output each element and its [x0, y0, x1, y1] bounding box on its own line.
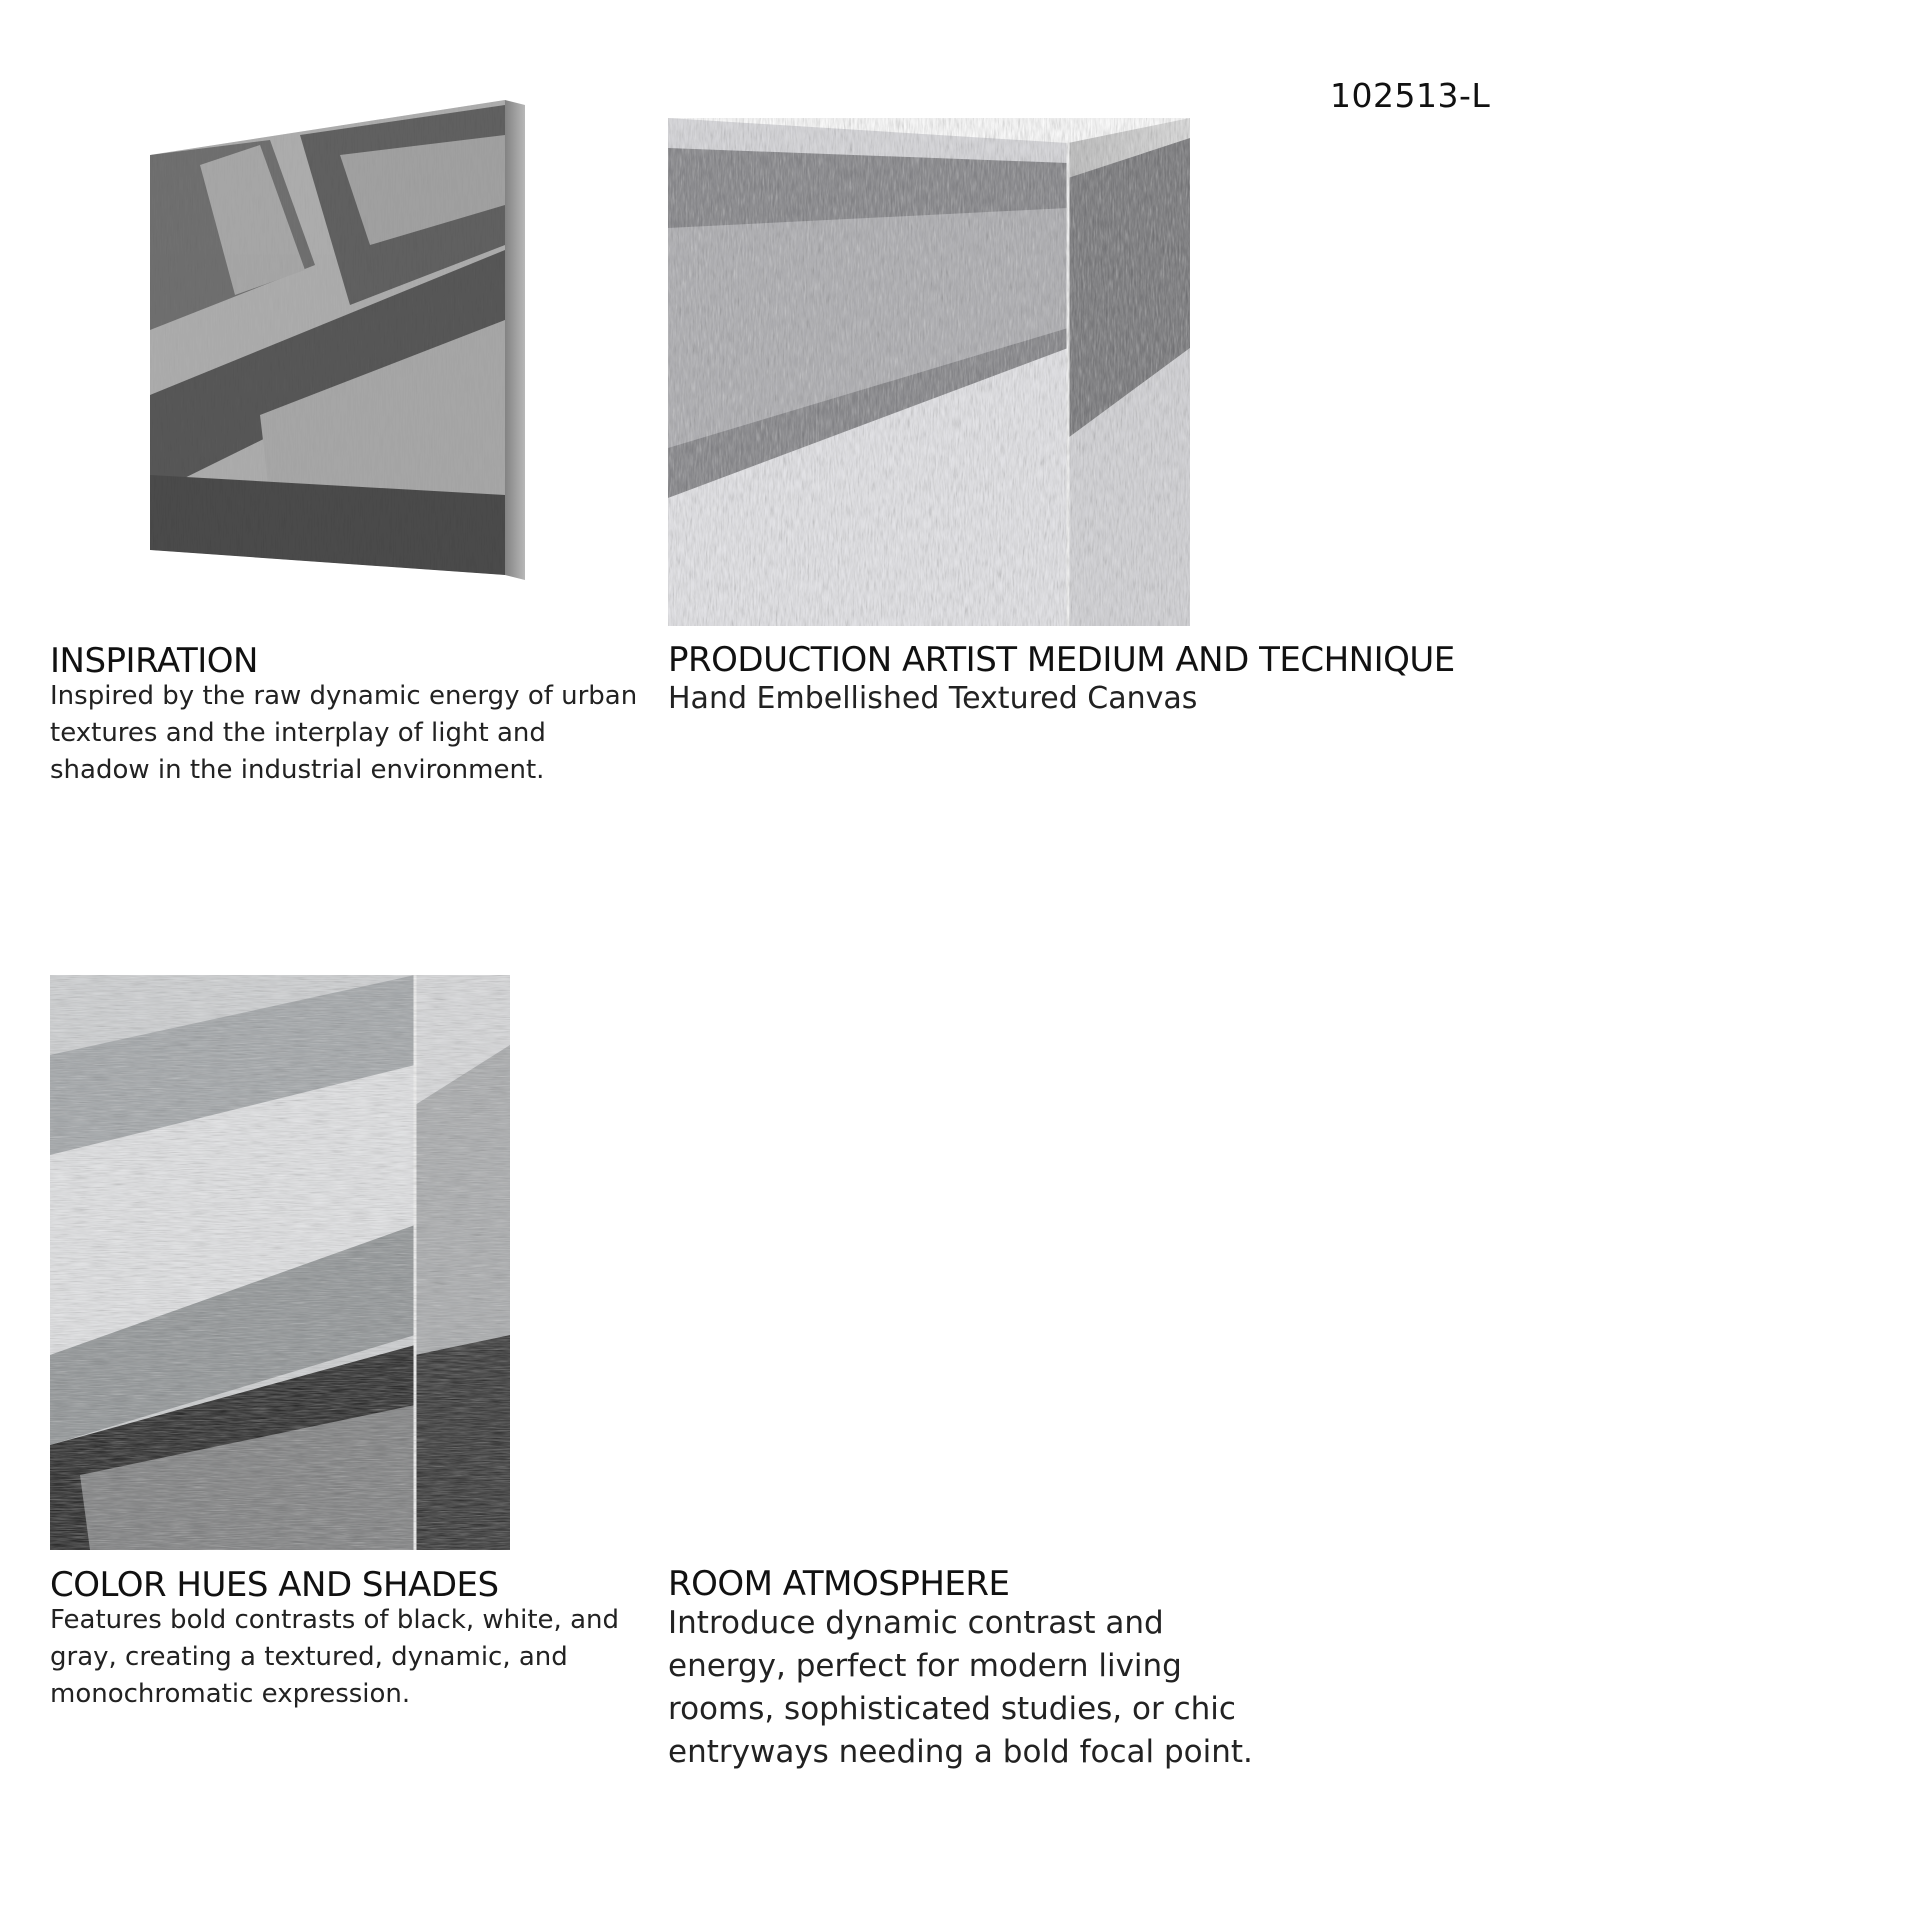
production-text: Hand Embellished Textured Canvas [668, 681, 1198, 716]
color-hues-heading: COLOR HUES AND SHADES [50, 1565, 499, 1605]
production-heading: PRODUCTION ARTIST MEDIUM AND TECHNIQUE [668, 640, 1455, 680]
canvas-corner-detail-image [668, 118, 1190, 626]
canvas-artwork-image [140, 95, 540, 585]
inspiration-text: Inspired by the raw dynamic energy of urban textures and the interplay of light and shadow in the industrial environment. [50, 681, 638, 785]
inspiration-heading: INSPIRATION [50, 641, 258, 681]
color-hues-text: Features bold contrasts of black, white, and gray, creating a textured, dynamic, and monochromatic expression. [50, 1605, 619, 1709]
room-atmosphere-text: Introduce dynamic contrast and energy, perfect for modern living rooms, sophisticated studies, or chic entryways needing a bold focal point. [668, 1605, 1253, 1770]
canvas-side-detail-image [50, 975, 510, 1550]
room-atmosphere-heading: ROOM ATMOSPHERE [668, 1564, 1010, 1604]
product-sku: 102513-L [1330, 76, 1491, 115]
